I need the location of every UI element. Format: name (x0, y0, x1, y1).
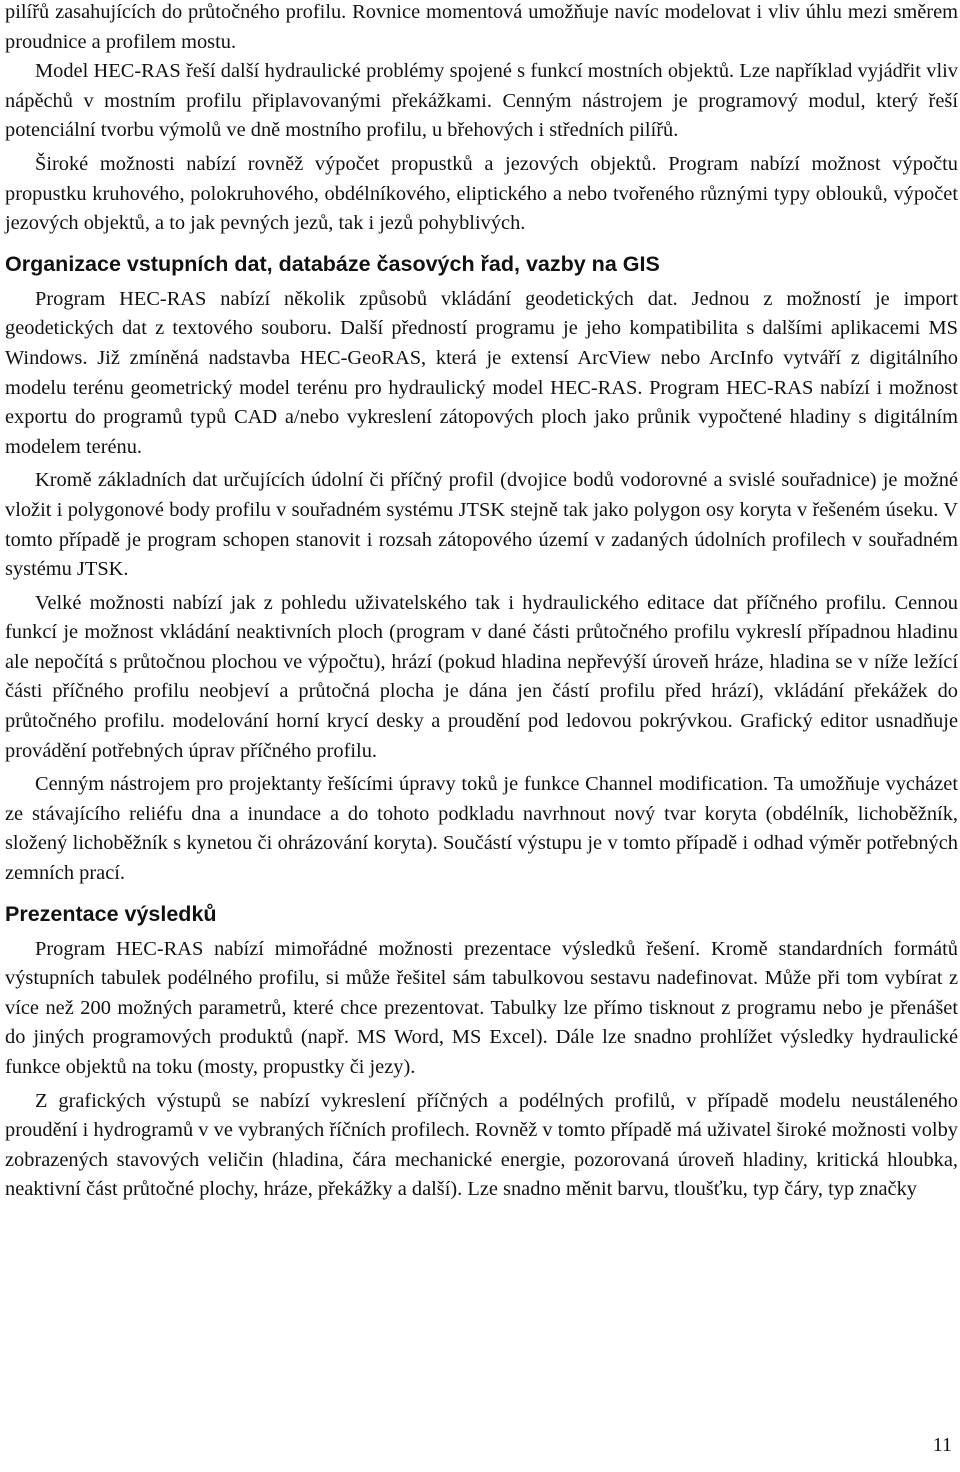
section-heading-results: Prezentace výsledků (5, 901, 217, 926)
section-heading-input-data: Organizace vstupních dat, databáze časových řad, vazby na GIS (5, 251, 660, 276)
paragraph-cross-section-editing: Velké možnosti nabízí jak z pohledu uživatelského tak i hydraulického editace dat příčného profilu. Cennou funkcí je možnost vkládání neaktivních ploch (program v dané části průtočného profilu vykreslí případnou hladinu ale nepočítá s průtočnou plochou ve výpočtu), hrází (pokud hladina nepřevýší úroveň hráze, hladina se v níže ležící části příčného profilu neobjeví a průtočná plocha je dána jen částí profilu před hrází), vkládání překážek do průtočného profilu. modelování horní krycí desky a proudění pod ledovou pokrývkou. Grafický editor usnadňuje provádění potřebných úprav příčného profilu. (5, 591, 958, 762)
paragraph-culverts-weirs: Široké možnosti nabízí rovněž výpočet propustků a jezových objektů. Program nabízí možnost výpočtu propustku kruhového, polokruhového, obdélníkového, eliptického a nebo tvořeného různými typy oblouků, výpočet jezových objektů, a to jak pevných jezů, tak i jezů pohyblivých. (5, 152, 958, 235)
paragraph-channel-modification: Cenným nástrojem pro projektanty řešícími úpravy toků je funkce Channel modification. Ta umožňuje vycházet ze stávajícího reliéfu dna a inundace a do tohoto podkladu navrhnout nový tvar koryta (obdélník, lichoběžník, složený lichoběžník s kynetou či ohrázování koryta). Součástí výstupu je v tomto případě i odhad výměr potřebných zemních prací. (5, 773, 958, 885)
paragraph-geodetic-data: Program HEC-RAS nabízí několik způsobů vkládání geodetických dat. Jednou z možností je import geodetických dat z textového souboru. Další předností programu je jeho kompatibilita s dalšími aplikacemi MS Windows. Již zmíněná nadstavba HEC-GeoRAS, která je extensí ArcView nebo ArcInfo vytváří z digitálního modelu terénu geometrický model terénu pro hydraulický model HEC-RAS. Program HEC-RAS nabízí i možnost exportu do programů typů CAD a/nebo vykreslení zátopových ploch jako průnik vypočtené hladiny s digitálním modelem terénu. (5, 287, 958, 458)
paragraph-output-tables: Program HEC-RAS nabízí mimořádné možnosti prezentace výsledků řešení. Kromě standardních formátů výstupních tabulek podélného profilu, si může řešitel sám tabulkovou sestavu nadefinovat. Může při tom vybírat z více než 200 možných parametrů, které chce prezentovat. Tabulky lze přímo tisknout z programu nebo je přenášet do jiných programových produktů (např. MS Word, MS Excel). Dále lze snadno prohlížet výsledky hydraulické funkce objektů na toku (mosty, propustky či jezy). (5, 937, 958, 1078)
page-number: 11 (932, 1434, 952, 1456)
paragraph-hydraulic-problems: Model HEC-RAS řeší další hydraulické problémy spojené s funkcí mostních objektů. Lze například vyjádřit vliv nápěchů v mostním profilu připlavovanými překážkami. Cenným nástrojem je programový modul, který řeší potenciální tvorbu výmolů ve dně mostního profilu, u břehových i středních pilířů. (5, 60, 958, 142)
paragraph-graphical-outputs: Z grafických výstupů se nabízí vykreslení příčných a podélných profilů, v případě modelu neustáleného proudění i hydrogramů v ve vybraných říčních profilech. Rovněž v tomto případě má uživatel široké možnosti volby zobrazených stavových veličin (hladina, čára mechanické energie, pozorovaná úroveň hladiny, kritická hloubka, neaktivní část průtočné plochy, hráze, překážky a další). Lze snadno měnit barvu, tloušťku, typ čáry, typ značky (5, 1089, 958, 1201)
paragraph-bridge-profile-end: pilířů zasahujících do průtočného profilu. Rovnice momentová umožňuje navíc modelovat i vliv úhlu mezi směrem proudnice a profilem mostu. (5, 1, 958, 53)
document-page (5, 0, 958, 1205)
paragraph-cross-section-jtsk: Kromě základních dat určujících údolní či příčný profil (dvojice bodů vodorovné a svislé souřadnice) je možné vložit i polygonové body profilu v souřadném systému JTSK stejně tak jako polygon osy koryta v řešeném úseku. V tomto případě je program schopen stanovit i rozsah zátopového území v zadaných údolních profilech v souřadném systému JTSK. (5, 469, 958, 581)
